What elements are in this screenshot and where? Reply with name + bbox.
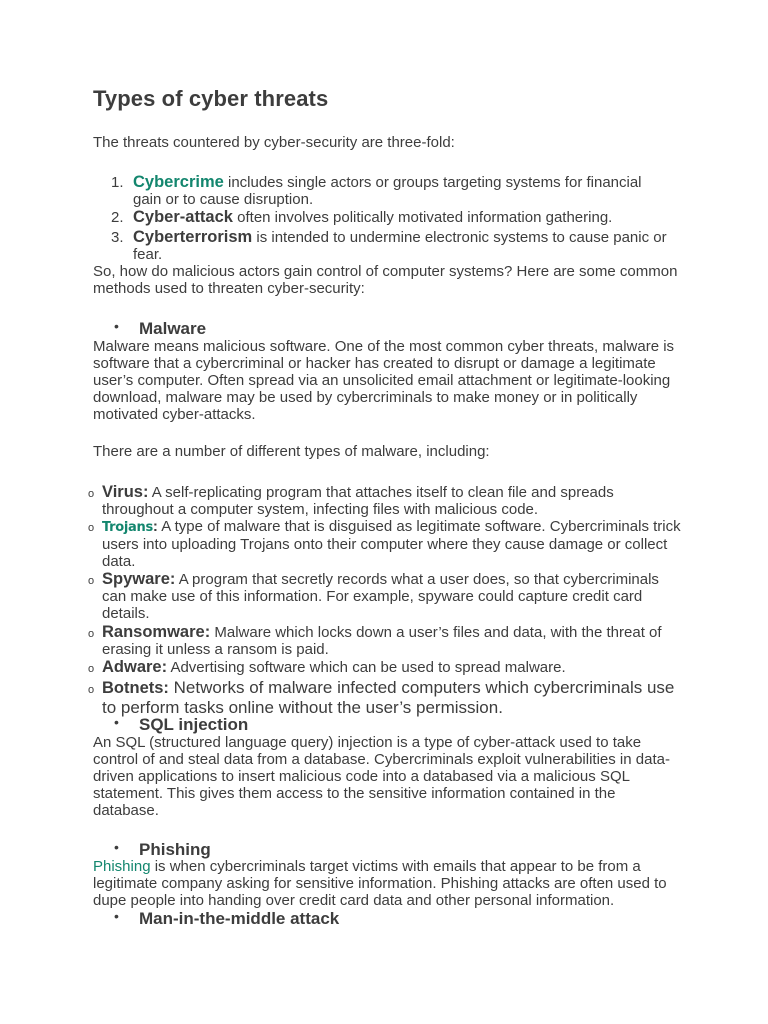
bullet-icon: • [114,908,119,924]
section-heading-mitm [115,909,339,929]
list-item-text: Networks of malware infected computers which cybercriminals use to perform tasks online without the user’s permission. [102,678,675,717]
list-item [88,518,682,570]
list-number: 1. [111,174,124,191]
circle-bullet-icon: o [88,488,95,500]
list-item-text: often involves politically motivated information gathering. [232,209,613,226]
section-heading-label: Phishing [139,840,211,859]
list-item [88,678,682,717]
list-item [111,228,673,263]
list-item-term: Virus: [102,483,149,501]
list-item [111,208,673,226]
list-item [88,483,682,518]
list-item-text: Malware which locks down a user’s files and data, with the threat of erasing it unless a ransom is paid. [102,624,662,658]
list-item-text: A self-replicating program that attaches itself to clean file and spreads throughout a computer system, infecting files with malicious code. [102,484,614,518]
circle-bullet-icon: o [88,522,95,534]
list-item-term: Botnets: [102,679,169,697]
phishing-body [93,858,678,909]
phishing-text: is when cybercriminals target victims with emails that appear to be from a legitimate company asking for sensitive information. Phishing attacks are often used to dupe people into handing over credit card data and other personal information. [93,858,667,909]
trojans-link[interactable]: Trojans [102,520,153,535]
bullet-icon: • [114,714,119,730]
malware-body: Malware means malicious software. One of the most common cyber threats, malware is software that a cybercriminal or hacker has created to disrupt or damage a legitimate user’s computer. Often spread via an unsolicited email attachment or legitimate-looking download, malware may be used by cybercriminals to make money or in politically motivated cyber-attacks. [93,338,675,423]
section-heading-malware [115,319,206,339]
list-item-term: Cyber-attack [133,208,233,226]
list-item [88,658,682,676]
list-item-term: Cyberterrorism [133,228,253,246]
list-item-text: includes single actors or groups targeting systems for financial gain or to cause disruption. [133,174,642,208]
list-item [88,570,682,622]
section-heading-sql-injection [115,715,248,735]
list-item-term: Adware: [102,658,168,676]
list-item-term: Spyware: [102,570,176,588]
list-item-text: A program that secretly records what a user does, so that cybercriminals can make use of this information. For example, spyware could capture credit card details. [102,571,659,622]
bullet-icon: • [114,318,119,334]
circle-bullet-icon: o [88,575,95,587]
list-item-text: Advertising software which can be used to spread malware. [167,659,566,676]
bullet-icon: • [114,839,119,855]
list-item [88,623,682,658]
section-heading-phishing [115,840,211,860]
section-heading-label: SQL injection [139,715,249,734]
circle-bullet-icon: o [88,663,95,675]
circle-bullet-icon: o [88,628,95,640]
list-item-colon: : [152,518,158,535]
intro-paragraph: The threats countered by cyber-security are three-fold: [93,134,455,151]
list-number: 3. [111,229,124,246]
question-paragraph: So, how do malicious actors gain control of computer systems? Here are some common methods used to threaten cyber-security: [93,263,678,297]
section-heading-label: Man-in-the-middle attack [139,909,340,928]
list-item-text: is intended to undermine electronic systems to cause panic or fear. [133,229,667,263]
malware-types-intro: There are a number of different types of malware, including: [93,443,490,460]
section-heading-label: Malware [139,319,207,338]
list-number: 2. [111,209,124,226]
list-item [111,173,673,208]
page-title: Types of cyber threats [93,86,329,111]
list-item-text: A type of malware that is disguised as legitimate software. Cybercriminals trick users into uploading Trojans onto their computer where they cause damage or collect data. [102,518,681,570]
cybercrime-link[interactable]: Cybercrime [133,173,224,191]
phishing-link[interactable]: Phishing [93,858,151,875]
sql-injection-body: An SQL (structured language query) injection is a type of cyber-attack used to take control of and steal data from a database. Cybercriminals exploit vulnerabilities in data-driven applications to insert malicious code into a databased via a malicious SQL statement. This gives them access to the sensitive information contained in the database. [93,734,670,819]
circle-bullet-icon: o [88,684,95,696]
list-item-term: Ransomware: [102,623,211,641]
